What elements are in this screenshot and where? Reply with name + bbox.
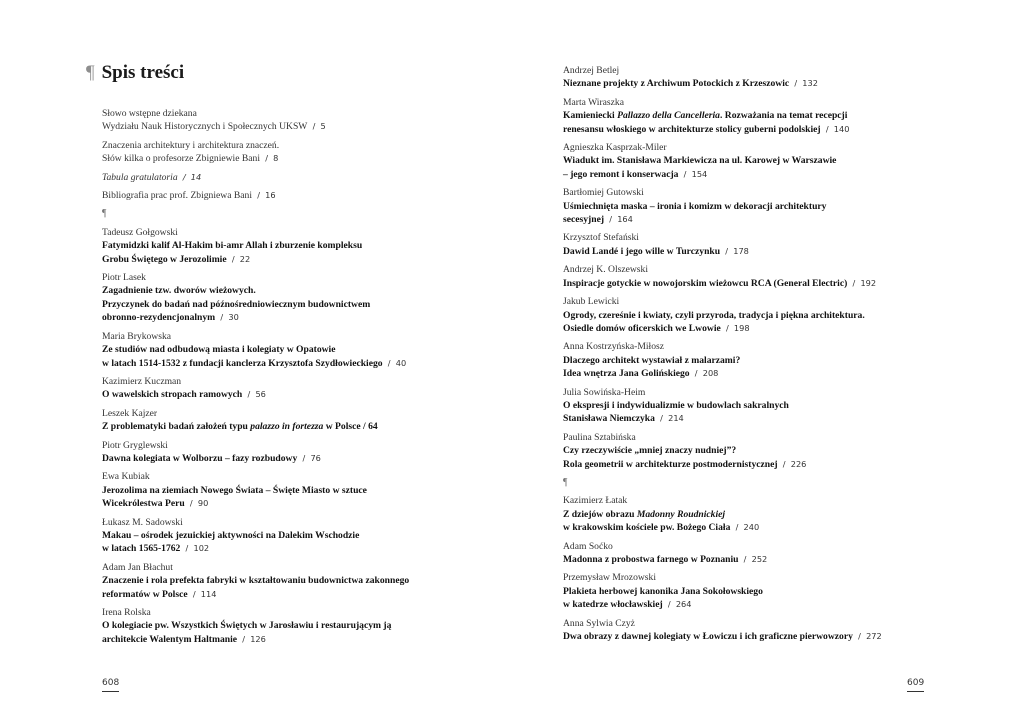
toc-entry <box>563 263 983 290</box>
title-text: Bibliografia prac prof. Zbigniewa Bani <box>102 190 252 202</box>
entry-page-number: 272 <box>866 631 882 642</box>
title-text: Stanisława Niemczyka <box>563 413 655 425</box>
page-number-right: 609 <box>907 678 924 692</box>
toc-entry <box>102 561 522 601</box>
title-text: Ogrody, czereśnie i kwiaty, czyli przyroda, tradycja i piękna architektura. <box>563 309 865 321</box>
title-text: O kolegiacie pw. Wszystkich Świętych w Jarosławiu i restaurującym ją <box>102 620 392 632</box>
toc-entry <box>102 439 522 466</box>
page-heading <box>86 62 184 84</box>
entry-page-number: 154 <box>691 168 708 179</box>
entry-page-number: 198 <box>733 322 750 333</box>
title-text: Nieznane projekty z Archiwum Potockich z Krzeszowic <box>563 78 790 90</box>
title-text: Rola geometrii w architekturze postmodernistycznej <box>563 458 778 470</box>
page-separator: / <box>260 153 274 164</box>
page-separator: / <box>297 452 311 463</box>
entry-page-number: 140 <box>833 123 850 134</box>
entry-title-line <box>563 399 983 412</box>
entry-title-line <box>102 298 522 311</box>
entry-page-number: 22 <box>239 253 251 264</box>
title-italic-text: Pallazzo della Cancelleria <box>617 110 720 122</box>
entry-title-line <box>563 322 983 335</box>
entry-page-number: 178 <box>733 245 749 256</box>
entry-title-line <box>102 311 522 324</box>
title-text: Z dziejów obrazu <box>563 508 637 520</box>
entry-page-number: 76 <box>310 452 321 463</box>
entry-title-line <box>102 588 522 601</box>
title-text: O wawelskich stropach ramowych <box>102 389 243 401</box>
entry-title-line <box>563 277 983 290</box>
entry-page-number: 192 <box>860 277 877 288</box>
entry-title-line <box>102 171 522 184</box>
toc-entry <box>563 186 983 226</box>
entry-title-line <box>102 120 522 133</box>
toc-entry <box>102 606 522 646</box>
entry-title-line <box>563 245 983 258</box>
entry-author: Paulina Sztabińska <box>563 431 636 443</box>
entry-author: Tadeusz Gołgowski <box>102 226 178 238</box>
entry-title-line <box>102 239 522 252</box>
entry-title-line <box>563 598 983 611</box>
page-separator: / <box>689 368 703 379</box>
title-text: Znaczenia architektury i architektura znaczeń. <box>102 139 280 151</box>
title-text: w Polsce <box>323 421 361 433</box>
entry-title-line <box>102 189 522 202</box>
entry-author: Kazimierz Łatak <box>563 495 628 507</box>
entry-title-line <box>102 152 522 165</box>
title-text: Madonna z probostwa farnego w Poznaniu <box>563 554 739 565</box>
toc-entry <box>563 340 983 380</box>
toc-entry <box>102 330 522 370</box>
entry-title-line <box>563 585 983 598</box>
title-text: Zagadnienie tzw. dworów wieżowych. <box>102 285 256 297</box>
page-separator: / <box>730 522 744 533</box>
entry-page-number: 16 <box>265 190 276 201</box>
title-text: Tabula gratulatoria <box>102 171 178 183</box>
toc-entry <box>563 141 983 181</box>
entry-page-number: 56 <box>255 389 266 400</box>
entry-page-number: 14 <box>190 171 202 182</box>
entry-author: Adam Jan Błachut <box>102 561 173 573</box>
title-text: renesansu włoskiego w architekturze stolicy guberni podolskiej <box>563 123 821 135</box>
page-separator: / <box>215 312 229 323</box>
entry-author: Maria Brykowska <box>102 330 172 342</box>
toc-entry <box>563 295 983 335</box>
page-separator: / <box>604 214 618 225</box>
toc-entry <box>563 571 983 611</box>
page-separator: / <box>777 458 791 469</box>
page-separator: / <box>662 599 676 610</box>
entry-page-number: 240 <box>743 522 760 533</box>
entry-title-line <box>563 444 983 457</box>
page-separator: / <box>180 543 194 554</box>
page-separator: / <box>720 245 734 256</box>
heading-title: Spis treści <box>101 62 185 83</box>
entry-author: Anna Sylwia Czyż <box>563 617 635 629</box>
title-text: w krakowskim kościele pw. Bożego Ciała <box>563 522 731 534</box>
entry-title-line <box>563 154 983 167</box>
entry-title-line <box>102 139 522 152</box>
entry-title-line <box>102 253 522 266</box>
title-text: Z problematyki badań założeń typu <box>102 421 251 433</box>
entry-author: Łukasz M. Sadowski <box>102 516 183 528</box>
entry-title-line <box>102 357 522 370</box>
entry-page-number: 226 <box>790 458 807 469</box>
toc-entry <box>563 231 983 258</box>
title-text: Makau – ośrodek jezuickiej aktywności na Dalekim Wschodzie <box>102 529 360 541</box>
toc-entry <box>102 407 522 434</box>
entry-page-number: 114 <box>200 588 217 599</box>
toc-entry <box>563 494 983 534</box>
entry-page-number: 264 <box>675 599 692 610</box>
title-text: w latach 1565-1762 <box>102 543 181 555</box>
entry-page-number: 40 <box>395 357 407 368</box>
entry-page-number: 126 <box>250 633 266 644</box>
entry-title-line <box>563 367 983 380</box>
title-text: Jerozolima na ziemiach Nowego Świata – Święte Miasto w sztuce <box>102 484 367 496</box>
title-text: Uśmiechnięta maska – ironia i komizm w dekoracji architektury <box>563 200 827 212</box>
entry-title-line <box>563 630 983 643</box>
entry-author: Piotr Lasek <box>102 272 146 284</box>
title-text: . Rozważania na temat recepcji <box>719 110 848 122</box>
entry-page-number: 164 <box>617 214 633 225</box>
entry-title-line <box>102 497 522 510</box>
toc-list-right <box>563 64 983 648</box>
page-separator: / <box>738 554 752 564</box>
entry-title-line <box>563 123 983 136</box>
entry-page-number: 208 <box>702 368 719 379</box>
title-text: w katedrze włocławskiej <box>563 599 663 611</box>
page-separator: / <box>789 78 803 89</box>
entry-author: Agnieszka Kasprzak-Miler <box>563 142 667 154</box>
entry-title-line <box>563 521 983 534</box>
page-separator: / <box>720 322 734 333</box>
page-separator: / <box>177 171 191 182</box>
entry-title-line <box>563 77 983 90</box>
page-separator: / <box>852 631 867 642</box>
title-text: secesyjnej <box>563 214 605 226</box>
title-text: Grobu Świętego w Jerozolimie <box>102 253 227 265</box>
title-text: Przyczynek do badań nad późnośredniowiecznym budownictwem <box>102 298 371 310</box>
entry-page-number: 252 <box>751 554 768 564</box>
entry-page-number: 90 <box>197 498 209 509</box>
title-italic-text: Madonny Roudnickiej <box>636 508 726 520</box>
title-text: O ekspresji i indywidualizmie w budowlach sakralnych <box>563 399 789 411</box>
toc-entry <box>102 375 522 402</box>
page-separator: / <box>237 633 251 644</box>
title-text: Kamieniecki <box>563 110 618 122</box>
entry-page-number: 214 <box>668 413 684 424</box>
page-separator: / <box>382 357 396 368</box>
title-text: Znaczenie i rola prefekta fabryki w kształtowaniu budownictwa zakonnego <box>102 575 410 587</box>
entry-title-line <box>102 633 522 646</box>
title-text: Wydziału Nauk Historycznych i Społecznych UKSW <box>102 121 308 133</box>
toc-entry <box>102 516 522 556</box>
entry-title-line <box>563 508 983 521</box>
entry-title-line <box>563 213 983 226</box>
entry-author: Kazimierz Kuczman <box>102 375 182 387</box>
toc-entry <box>563 64 983 91</box>
toc-entry <box>102 226 522 266</box>
entry-title-line <box>102 574 522 587</box>
entry-page-number: 5 <box>320 121 326 132</box>
entry-title-line <box>102 284 522 297</box>
entry-author: Jakub Lewicki <box>563 296 620 308</box>
toc-entry <box>563 96 983 136</box>
entry-title-line <box>102 107 522 120</box>
title-text: Inspiracje gotyckie w nowojorskim wieżowcu RCA (General Electric) <box>563 277 848 289</box>
title-text: Słowo wstępne dziekana <box>102 108 197 119</box>
entry-title-line <box>563 553 983 566</box>
entry-title-line <box>102 388 522 401</box>
page-number-left: 608 <box>102 678 119 692</box>
entry-author: Julia Sowińska-Heim <box>563 386 646 398</box>
page-separator: / <box>242 389 256 400</box>
entry-author: Ewa Kubiak <box>102 471 150 483</box>
page-separator: / <box>184 498 198 509</box>
page-separator: / <box>307 121 321 132</box>
entry-title-line <box>563 309 983 322</box>
entry-author: Leszek Kajzer <box>102 407 158 419</box>
entry-author: Irena Rolska <box>102 607 151 618</box>
entry-title-line <box>563 168 983 181</box>
page-separator: / <box>847 277 861 288</box>
title-text: Dlaczego architekt wystawiał z malarzami? <box>563 354 741 366</box>
section-divider-pilcrow: ¶ <box>102 208 107 220</box>
entry-author: Anna Kostrzyńska-Miłosz <box>563 341 664 353</box>
entry-title-line <box>102 619 522 632</box>
entry-title-line <box>102 452 522 465</box>
toc-entry <box>563 617 983 644</box>
section-divider-pilcrow: ¶ <box>563 476 568 488</box>
toc-entry <box>102 107 522 134</box>
entry-title-line <box>102 542 522 555</box>
toc-list-left <box>102 107 522 651</box>
entry-page-number: 8 <box>273 153 279 164</box>
toc-entry <box>563 386 983 426</box>
entry-title-line <box>102 343 522 356</box>
entry-author: Andrzej K. Olszewski <box>563 264 648 276</box>
toc-entry <box>563 540 983 567</box>
entry-author: Przemysław Mrozowski <box>563 572 656 584</box>
title-text: Ze studiów nad odbudową miasta i kolegiaty w Opatowie <box>102 344 336 356</box>
entry-title-line <box>563 354 983 367</box>
page-separator: / <box>654 413 669 424</box>
entry-page-number: 132 <box>802 78 818 89</box>
entry-author: Adam Soćko <box>563 540 613 552</box>
title-text: Czy rzeczywiście „mniej znaczy nudniej”? <box>563 445 737 457</box>
title-text: Dawna kolegiata w Wolborzu – fazy rozbudowy <box>102 452 298 464</box>
title-text: reformatów w Polsce <box>102 588 188 600</box>
title-text: Fatymidzki kalif Al-Hakim bi-amr Allah i zburzenie kompleksu <box>102 240 363 252</box>
title-text: architekcie Walentym Haltmanie <box>102 633 238 645</box>
entry-author: Andrzej Betlej <box>563 65 620 76</box>
entry-author: Marta Wiraszka <box>563 96 624 108</box>
title-text: Słów kilka o profesorze Zbigniewie Bani <box>102 153 260 165</box>
entry-page-number: 102 <box>193 543 210 554</box>
title-text: Dwa obrazy z dawnej kolegiaty w Łowiczu i ich graficzne pierwowzory <box>563 631 853 643</box>
title-text: obronno-rezydencjonalnym <box>102 312 216 324</box>
entry-author: Piotr Gryglewski <box>102 439 168 451</box>
entry-title-line <box>563 109 983 122</box>
entry-author: Krzysztof Stefański <box>563 232 639 244</box>
entry-title-line <box>563 200 983 213</box>
title-text: Osiedle domów oficerskich we Lwowie <box>563 322 721 334</box>
title-text: Idea wnętrza Jana Golińskiego <box>563 368 690 380</box>
page-separator: / <box>226 253 240 264</box>
title-text: Dawid Landé i jego wille w Turczynku <box>563 245 721 257</box>
entry-title-line <box>563 458 983 471</box>
toc-entry <box>102 171 522 184</box>
toc-entry <box>102 271 522 325</box>
toc-entry <box>563 431 983 471</box>
title-text: – jego remont i konserwacja <box>563 168 679 180</box>
title-text: Wicekrólestwa Peru <box>102 498 185 510</box>
page-separator: / <box>678 168 692 179</box>
pilcrow-icon: ¶ <box>86 62 95 83</box>
title-text: Plakieta herbowej kanonika Jana Sokołowskiego <box>563 585 763 597</box>
toc-entry <box>102 470 522 510</box>
title-text: Wiadukt im. Stanisława Markiewicza na ul. Karowej w Warszawie <box>563 155 837 167</box>
toc-entry <box>102 139 522 166</box>
entry-title-line <box>102 420 522 433</box>
page-separator: / <box>187 588 201 599</box>
page-separator: / <box>820 123 834 134</box>
entry-page-number: 30 <box>228 312 239 323</box>
entry-author: Bartłomiej Gutowski <box>563 187 644 199</box>
entry-page-number: / 64 <box>360 421 378 433</box>
page-separator: / <box>252 190 266 201</box>
entry-title-line <box>563 412 983 425</box>
title-text: w latach 1514-1532 z fundacji kanclerza Krzysztofa Szydłowieckiego <box>102 357 383 369</box>
entry-title-line <box>102 529 522 542</box>
entry-title-line <box>102 484 522 497</box>
toc-entry <box>102 189 522 202</box>
title-italic-text: palazzo in fortezza <box>250 421 324 433</box>
